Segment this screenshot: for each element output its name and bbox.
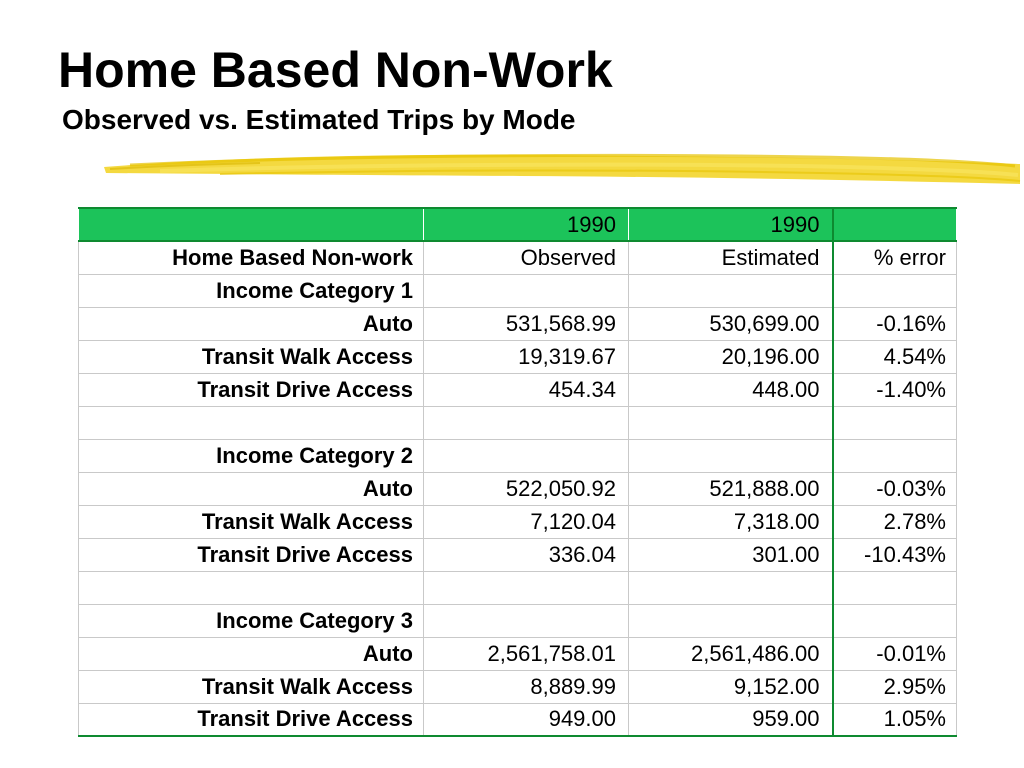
cell-label: Transit Walk Access	[79, 340, 424, 373]
cell-observed	[424, 439, 629, 472]
cell-pct-error: -10.43%	[833, 538, 957, 571]
cell-label: Transit Walk Access	[79, 505, 424, 538]
trips-by-mode-table	[78, 207, 957, 737]
header-cell-label	[79, 208, 424, 241]
cell-label: Auto	[79, 307, 424, 340]
cell-pct-error	[833, 571, 957, 604]
cell-pct-error: 1.05%	[833, 703, 957, 736]
cell-label	[79, 571, 424, 604]
cell-estimated: 20,196.00	[629, 340, 833, 373]
cell-pct-error: -1.40%	[833, 373, 957, 406]
cell-observed: 7,120.04	[424, 505, 629, 538]
cell-label: Transit Walk Access	[79, 670, 424, 703]
cell-pct-error	[833, 439, 957, 472]
cell-estimated: 530,699.00	[629, 307, 833, 340]
cell-estimated	[629, 604, 833, 637]
cell-observed: 8,889.99	[424, 670, 629, 703]
cell-estimated	[629, 274, 833, 307]
cell-pct-error: 4.54%	[833, 340, 957, 373]
cell-observed	[424, 274, 629, 307]
table-row	[79, 439, 957, 472]
header-cell-estimated: 1990	[629, 208, 833, 241]
cell-estimated: 448.00	[629, 373, 833, 406]
cell-label: Home Based Non-work	[79, 241, 424, 274]
cell-observed: 19,319.67	[424, 340, 629, 373]
table-row	[79, 274, 957, 307]
cell-pct-error: -0.01%	[833, 637, 957, 670]
cell-pct-error: 2.95%	[833, 670, 957, 703]
cell-observed: 454.34	[424, 373, 629, 406]
cell-observed	[424, 571, 629, 604]
cell-estimated: 9,152.00	[629, 670, 833, 703]
table-row	[79, 604, 957, 637]
cell-label: Auto	[79, 637, 424, 670]
cell-estimated: 959.00	[629, 703, 833, 736]
cell-observed: Observed	[424, 241, 629, 274]
table-row	[79, 637, 957, 670]
table-row	[79, 406, 957, 439]
cell-label: Income Category 1	[79, 274, 424, 307]
table-row	[79, 307, 957, 340]
cell-observed	[424, 406, 629, 439]
cell-estimated	[629, 439, 833, 472]
yellow-brush-stroke	[100, 150, 1024, 190]
cell-observed: 949.00	[424, 703, 629, 736]
table-row	[79, 703, 957, 736]
table-row	[79, 340, 957, 373]
header-cell-pct-error	[833, 208, 957, 241]
cell-pct-error: -0.03%	[833, 472, 957, 505]
header-cell-observed: 1990	[424, 208, 629, 241]
cell-observed: 531,568.99	[424, 307, 629, 340]
cell-label: Income Category 2	[79, 439, 424, 472]
cell-label: Transit Drive Access	[79, 373, 424, 406]
cell-label: Transit Drive Access	[79, 703, 424, 736]
cell-estimated: 521,888.00	[629, 472, 833, 505]
cell-pct-error	[833, 406, 957, 439]
cell-estimated	[629, 571, 833, 604]
cell-pct-error: -0.16%	[833, 307, 957, 340]
table-row	[79, 538, 957, 571]
table-row	[79, 571, 957, 604]
cell-label: Income Category 3	[79, 604, 424, 637]
cell-observed: 522,050.92	[424, 472, 629, 505]
cell-pct-error: % error	[833, 241, 957, 274]
cell-label: Transit Drive Access	[79, 538, 424, 571]
slide-subtitle: Observed vs. Estimated Trips by Mode	[62, 104, 576, 135]
cell-observed: 2,561,758.01	[424, 637, 629, 670]
cell-estimated: 301.00	[629, 538, 833, 571]
cell-pct-error: 2.78%	[833, 505, 957, 538]
table-row	[79, 472, 957, 505]
cell-estimated: Estimated	[629, 241, 833, 274]
table-row	[79, 373, 957, 406]
table-row	[79, 670, 957, 703]
table-row	[79, 505, 957, 538]
cell-observed: 336.04	[424, 538, 629, 571]
cell-estimated	[629, 406, 833, 439]
cell-pct-error	[833, 604, 957, 637]
cell-observed	[424, 604, 629, 637]
cell-label: Auto	[79, 472, 424, 505]
cell-label	[79, 406, 424, 439]
table-row	[79, 241, 957, 274]
table-header-row	[79, 208, 957, 241]
cell-estimated: 2,561,486.00	[629, 637, 833, 670]
slide-title: Home Based Non-Work	[58, 42, 613, 98]
cell-pct-error	[833, 274, 957, 307]
cell-estimated: 7,318.00	[629, 505, 833, 538]
